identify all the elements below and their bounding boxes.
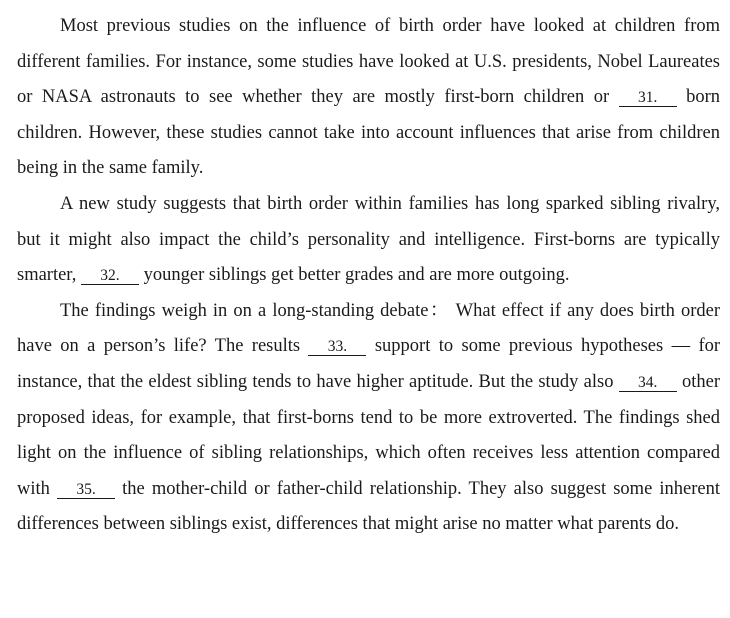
paragraph-2	[17, 187, 720, 294]
blank-32[interactable]: 32.	[81, 267, 139, 285]
blank-31[interactable]: 31.	[619, 89, 677, 107]
paragraph-2-text-b: younger siblings get better grades and are more outgoing.	[143, 265, 570, 286]
paragraph-1	[17, 9, 720, 187]
blank-35[interactable]: 35.	[57, 481, 115, 499]
paragraph-2-text-a: A new study suggests that birth order within families has long sparked sibling rivalry, but it might also impact the child’s personality and intelligence. First-borns are typically smarter,	[17, 193, 720, 286]
paragraph-3-text-c: other proposed ideas, for example, that first-borns tend to be more extroverted. The findings shed light on the influence of sibling relationships, which often receives less attention compared with	[17, 371, 721, 499]
paragraph-3	[17, 294, 720, 543]
paragraph-3-text-d: the mother-child or father-child relationship. They also suggest some inherent differences between siblings exist, differences that might arise no matter what parents do.	[17, 478, 721, 535]
blank-33[interactable]: 33.	[308, 338, 366, 356]
paragraph-3-text-b: support to some previous hypotheses — for instance, that the eldest sibling tends to have higher aptitude. But the study also	[17, 336, 721, 392]
paragraph-1-text-b: born children. However, these studies cannot take into account influences that arise from children being in the same family.	[17, 87, 721, 179]
paragraph-1-text-a: Most previous studies on the influence of birth order have looked at children from different families. For instance, some studies have looked at U.S. presidents, Nobel Laureates or NASA astronauts to see whether they are mostly first-born children or	[17, 16, 720, 108]
blank-34[interactable]: 34.	[619, 374, 677, 392]
paragraph-3-text-a: The findings weigh in on a long-standing debate： What effect if any does birth order have on a person’s life? The results	[17, 300, 720, 357]
cloze-passage	[17, 9, 720, 543]
